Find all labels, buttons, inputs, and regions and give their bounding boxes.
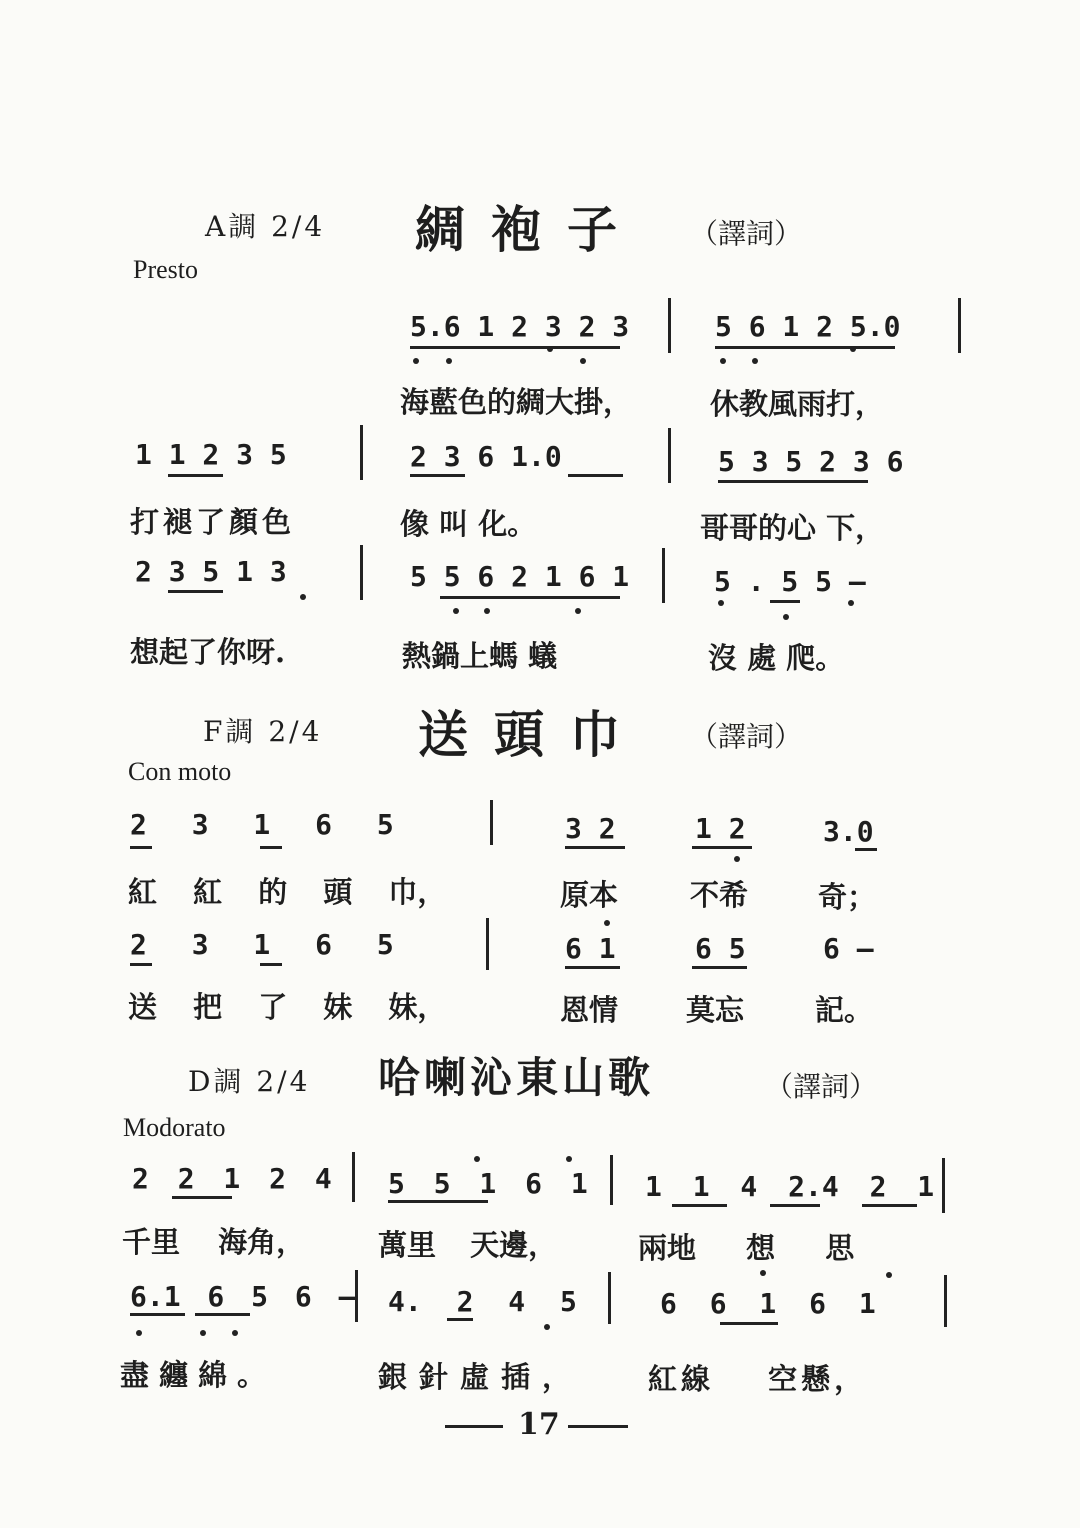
- octave-dot: [300, 594, 306, 600]
- lyric-line: 像 叫 化。: [400, 507, 537, 541]
- notation-phrase: 2 2 1 2 4: [132, 1162, 332, 1195]
- lyric-line: 莫忘: [686, 993, 745, 1027]
- octave-dot: [604, 920, 610, 926]
- song-title: 綢袍子: [415, 200, 643, 259]
- notation-phrase: 1 2: [695, 812, 746, 845]
- beam: [692, 846, 752, 849]
- lyric-line: 兩地 想 思: [638, 1231, 855, 1265]
- beam: [195, 1313, 250, 1316]
- octave-dot: [886, 1272, 892, 1278]
- notation-phrase: 5 . 5 5 —: [714, 565, 866, 598]
- lyric-line: 熱鍋上螞 蟻: [402, 639, 558, 673]
- beam: [715, 346, 895, 349]
- lyric-line: 奇；: [818, 880, 877, 914]
- lyric-line: 哥哥的心 下，: [700, 511, 885, 545]
- beam: [172, 1196, 232, 1199]
- lyric-line: 記。: [815, 993, 874, 1027]
- octave-dot: [566, 1156, 572, 1162]
- octave-dot: [848, 600, 854, 606]
- notation-phrase: 3.0: [823, 815, 874, 848]
- beam: [692, 966, 747, 969]
- octave-dot: [474, 1156, 480, 1162]
- beam: [770, 1204, 820, 1207]
- octave-dot: [734, 856, 740, 862]
- lyric-line: 原本: [560, 878, 619, 912]
- beam: [168, 590, 223, 593]
- octave-dot: [575, 608, 581, 614]
- octave-dot: [413, 358, 419, 364]
- octave-dot: [850, 346, 856, 352]
- lyric-line: 盡纏綿。: [120, 1358, 277, 1392]
- bar-line: [662, 548, 665, 603]
- beam: [718, 480, 868, 483]
- bar-line: [610, 1155, 613, 1205]
- notation-phrase: 6 1: [565, 932, 616, 965]
- beam: [568, 474, 623, 477]
- octave-dot: [752, 358, 758, 364]
- notation-phrase: 2 3 6 1.0: [410, 440, 562, 473]
- bar-line: [668, 298, 671, 353]
- beam: [565, 966, 620, 969]
- octave-dot: [232, 1330, 238, 1336]
- notation-phrase: 6 —: [823, 932, 874, 965]
- notation-phrase: 6 5: [695, 932, 746, 965]
- octave-dot: [136, 1330, 142, 1336]
- beam: [410, 346, 620, 349]
- notation-phrase: 5 5 1 6 1: [388, 1167, 588, 1200]
- beam: [720, 1322, 778, 1325]
- lyric-line: 送 把 了 妹 妹，: [128, 990, 447, 1024]
- beam: [770, 600, 800, 603]
- octave-dot: [544, 1324, 550, 1330]
- lyric-line: 恩情: [560, 993, 619, 1027]
- octave-dot: [484, 608, 490, 614]
- bar-line: [944, 1275, 947, 1327]
- octave-dot: [547, 346, 553, 352]
- beam: [565, 846, 625, 849]
- bar-line: [608, 1272, 611, 1324]
- notation-phrase: 5.6 1 2 3 2 3: [410, 310, 630, 343]
- beam: [130, 1313, 185, 1316]
- beam: [672, 1204, 727, 1207]
- beam: [168, 474, 223, 477]
- notation-phrase: 5 6 1 2 5.0: [715, 310, 901, 343]
- lyric-line: 萬里 天邊，: [378, 1228, 558, 1262]
- notation-phrase: 6 6 1 6 1: [660, 1287, 876, 1320]
- notation-phrase: 1 1 2 3 5: [135, 438, 287, 471]
- lyric-line: 休教風雨打，: [710, 387, 885, 421]
- song-key: A調 2/4: [205, 210, 326, 243]
- notation-phrase: 4. 2 4 5: [388, 1285, 577, 1318]
- footer-dash-right: [568, 1425, 628, 1428]
- notation-phrase: 2 3 1 6 5: [130, 808, 394, 841]
- notation-phrase: 2 3 1 6 5: [130, 928, 394, 961]
- bar-line: [486, 918, 489, 970]
- octave-dot: [783, 614, 789, 620]
- bar-line: [360, 545, 363, 600]
- bar-line: [352, 1152, 355, 1202]
- beam: [260, 846, 282, 849]
- tempo-marking: Con moto: [128, 757, 232, 786]
- bar-line: [668, 428, 671, 483]
- octave-dot: [718, 600, 724, 606]
- translation-note: （譯詞）: [690, 217, 803, 250]
- lyric-line: 千里 海角，: [122, 1225, 306, 1259]
- lyric-line: 紅 紅 的 頭 巾，: [128, 875, 447, 909]
- tempo-marking: Presto: [133, 255, 198, 284]
- song-title: 送頭巾: [418, 705, 646, 764]
- notation-phrase: 1 1 4 2.4 2 1: [645, 1170, 935, 1203]
- octave-dot: [446, 358, 452, 364]
- lyric-line: 銀針虛插，: [378, 1360, 584, 1394]
- octave-dot: [760, 1270, 766, 1276]
- octave-dot: [720, 358, 726, 364]
- beam: [440, 596, 620, 599]
- notation-phrase: 2 3 5 1 3: [135, 555, 287, 588]
- notation-phrase: 3 2: [565, 812, 616, 845]
- footer-dash-left: [445, 1425, 503, 1428]
- lyric-line: 想起了你呀.: [130, 635, 286, 669]
- beam: [130, 846, 152, 849]
- translation-note: （譯詞）: [765, 1070, 878, 1103]
- lyric-line: 打褪了顏色: [130, 505, 296, 539]
- octave-dot: [453, 608, 459, 614]
- tempo-marking: Modorato: [123, 1113, 226, 1142]
- beam: [855, 848, 877, 851]
- lyric-line: 沒 處 爬。: [708, 641, 845, 675]
- lyric-line: 不希: [690, 878, 749, 912]
- bar-line: [958, 298, 961, 353]
- song-key: F調 2/4: [203, 715, 323, 748]
- beam: [260, 963, 282, 966]
- bar-line: [360, 425, 363, 480]
- octave-dot: [200, 1330, 206, 1336]
- page-number: 17: [518, 1407, 560, 1442]
- bar-line: [355, 1270, 358, 1322]
- notation-phrase: 5 5 6 2 1 6 1: [410, 560, 630, 593]
- song-title: 哈喇沁東山歌: [378, 1053, 655, 1102]
- bar-line: [942, 1158, 945, 1213]
- beam: [447, 1318, 473, 1321]
- octave-dot: [580, 358, 586, 364]
- beam: [410, 474, 465, 477]
- beam: [130, 963, 152, 966]
- beam: [862, 1204, 917, 1207]
- notation-phrase: 5 3 5 2 3 6: [718, 445, 904, 478]
- translation-note: （譯詞）: [690, 720, 803, 753]
- beam: [388, 1200, 488, 1203]
- song-key: D調 2/4: [188, 1065, 311, 1098]
- notation-phrase: 6.1 6 5 6 —: [130, 1280, 356, 1313]
- lyric-line: 紅線 空懸，: [648, 1362, 868, 1396]
- bar-line: [490, 800, 493, 845]
- lyric-line: 海藍色的綢大掛，: [400, 385, 633, 419]
